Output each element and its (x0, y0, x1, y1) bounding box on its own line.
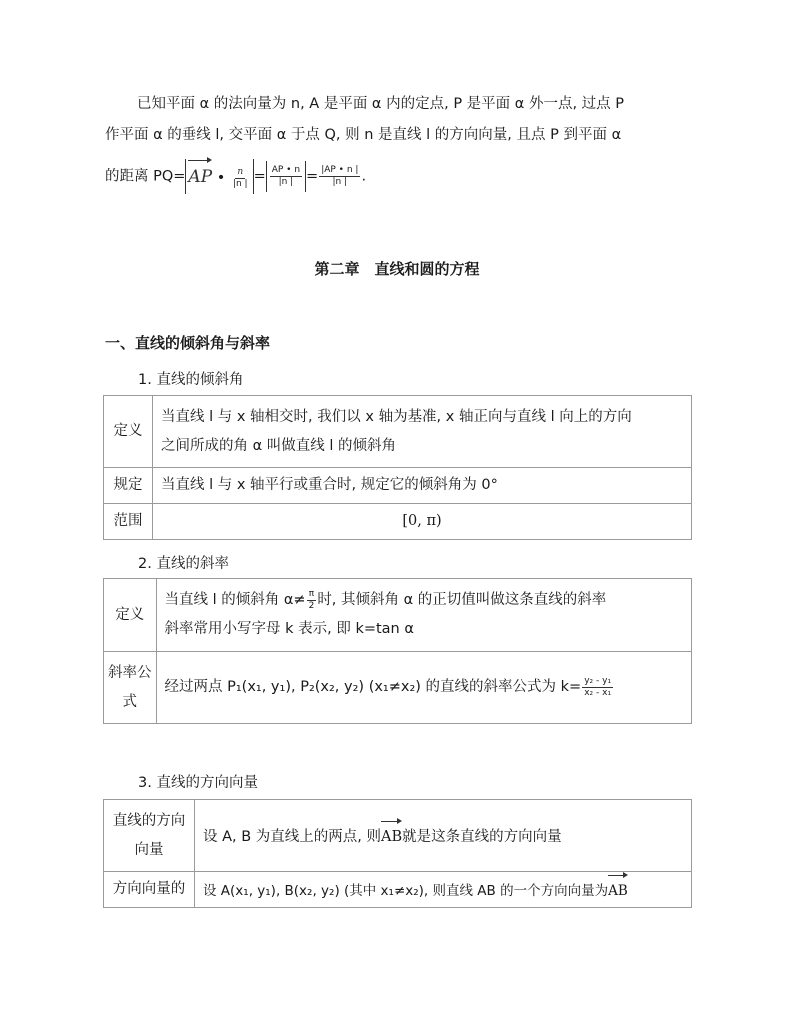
table-direction-vector (103, 799, 692, 908)
table-row (104, 468, 692, 504)
cell-head: 规定 (104, 468, 153, 504)
fraction-3: $\frac{|AP • n |}{|n |}$ (321, 165, 359, 187)
cell-body: 经过两点 P₁(x₁, y₁), P₂(x₂, y₂) (x₁≠x₂) 的直线的斜率公式为 k= $\frac{\text{y₂ - y₁}}{\text{x₂ - x₁}}$ (156, 652, 692, 724)
vector-ab: AB (381, 820, 402, 852)
cell-head: 范围 (104, 504, 153, 540)
cell-body: 设 A(x₁, y₁), B(x₂, y₂) (其中 x₁≠x₂), 则直线 AB 的一个方向向量为AB (195, 872, 692, 908)
intro-line-3: 的距离 PQ= AP • $\frac{n}{|n |}$ = $\frac{AP • n}{|n |}$ = $\frac{|AP • n |}{|n |}$ . (105, 159, 695, 194)
intro-line-1: 已知平面 α 的法向量为 n, A 是平面 α 内的定点, P 是平面 α 外一点, 过点 P (137, 96, 625, 112)
table-row (104, 652, 692, 724)
abs-expression-1: AP • $\frac{n}{|n |}$ (185, 159, 253, 194)
fraction-2: $\frac{AP • n}{|n |}$ (271, 164, 301, 187)
cell-head: 直线的方向 向量 (104, 800, 195, 872)
chapter-title: 第二章 直线和圆的方程 (314, 260, 480, 278)
cell-body: 设 A, B 为直线上的两点, 则AB就是这条直线的方向向量 (195, 800, 692, 872)
table-row (104, 579, 692, 652)
cell-head: 斜率公 式 (104, 652, 157, 724)
cell-body: [0, π) (153, 504, 692, 540)
fraction-slope-formula: $\frac{\text{y₂ - y₁}}{\text{x₂ - x₁}}$ (584, 675, 612, 698)
vector-ab: AB (608, 874, 628, 906)
table-inclination (103, 395, 692, 540)
table-slope (103, 578, 692, 724)
cell-body: 当直线 l 与 x 轴平行或重合时, 规定它的倾斜角为 0° (153, 468, 692, 504)
cell-head: 定义 (104, 396, 153, 468)
abs-expression-2 (266, 161, 306, 192)
cell-body: 当直线 l 的倾斜角 α≠ $\frac{\pi}{2}$ 时, 其倾斜角 α 的正切值叫做这条直线的斜率 斜率常用小写字母 k 表示, 即 k=tan α (156, 579, 692, 652)
subsection-3-title: 3. 直线的方向向量 (138, 775, 258, 791)
table-row (104, 800, 692, 872)
table-row (104, 872, 692, 908)
fraction-n-over-norm: $\frac{n}{|n |}$ (232, 166, 248, 189)
fraction-pi-over-2: $\frac{\pi}{2}$ (308, 588, 315, 611)
cell-head: 定义 (104, 579, 157, 652)
vector-ap: AP (188, 159, 212, 193)
intro-paragraph (105, 89, 695, 194)
table-row (104, 396, 692, 468)
distance-label: 的距离 PQ= (105, 168, 186, 185)
table-row (104, 504, 692, 540)
cell-head: 方向向量的 (104, 872, 195, 908)
cell-body: 当直线 l 与 x 轴相交时, 我们以 x 轴为基准, x 轴正向与直线 l 向上的方向 之间所成的角 α 叫做直线 l 的倾斜角 (153, 396, 692, 468)
subsection-2-title: 2. 直线的斜率 (138, 556, 229, 572)
subsection-1-title: 1. 直线的倾斜角 (138, 372, 244, 388)
intro-line-2: 作平面 α 的垂线 l, 交平面 α 于点 Q, 则 n 是直线 l 的方向向量, 且点 P 到平面 α (105, 127, 622, 143)
section-title: 一、直线的倾斜角与斜率 (105, 334, 271, 352)
